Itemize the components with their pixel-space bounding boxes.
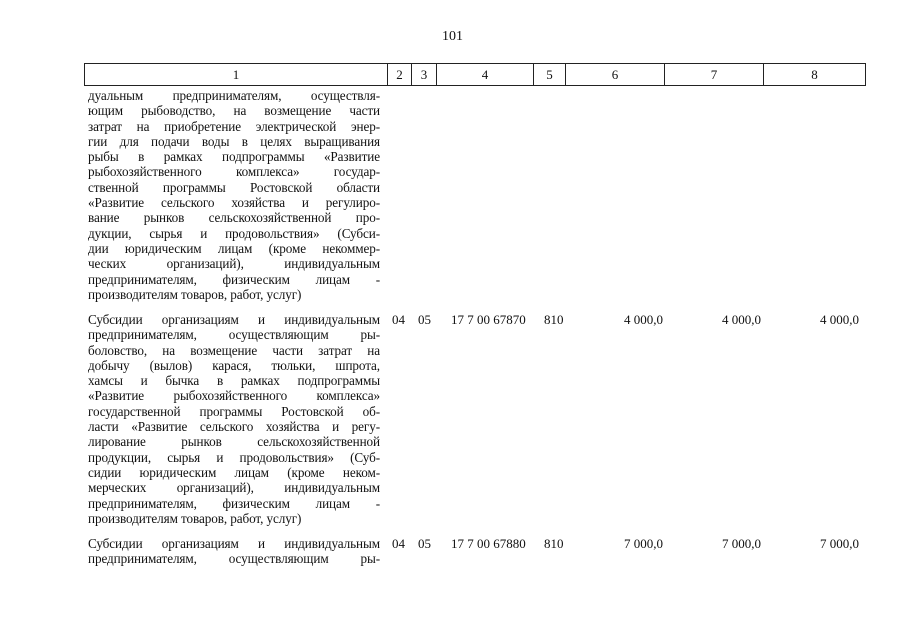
cell-col-5: 810 [544,536,564,551]
text-line: «Развитие сельского хозяйства и регулиро- [88,195,380,211]
text-line: сидии юридическим лицам (кроме неком- [88,464,380,480]
text-line: дии юридическим лицам (кроме некоммер- [88,240,380,256]
text-line: «Развитие рыбохозяйственного комплекса» [88,388,380,404]
text-line: производителям товаров, работ, услуг) [88,510,302,526]
cell-col-5: 810 [544,312,564,327]
text-line: мерческих организаций), индивидуальным [88,480,380,496]
text-line: предпринимателям, физическим лицам - [88,271,380,287]
text-line: государственной программы Ростовской об- [88,403,380,419]
header-col-6: 6 [566,64,665,85]
header-col-4: 4 [437,64,534,85]
header-col-2: 2 [388,64,412,85]
cell-col-3: 05 [418,312,431,327]
text-line: добычу (вылов) карася, тюльки, шпрота, [88,357,380,373]
cell-col-2: 04 [392,536,405,551]
text-line: рыбы в рамках подпрограммы «Развитие [88,149,380,165]
table-row-description [88,312,380,526]
text-line: ющим рыбоводство, на возмещение части [88,103,380,119]
text-line: вание рынков сельскохозяйственной про- [88,210,380,226]
cell-col-4: 17 7 00 67870 [451,312,526,327]
cell-col-8: 7 000,0 [820,536,859,551]
header-col-1: 1 [85,64,388,85]
text-line: ласти «Развитие сельского хозяйства и регу- [88,419,380,435]
text-line: дуальным предпринимателям, осуществля- [88,88,380,103]
text-line: продукции, сырья и продовольствия» (Суб- [88,449,380,465]
table-header-row [84,63,866,86]
text-line: предпринимателям, осуществляющим ры- [88,551,380,567]
cell-col-7: 7 000,0 [722,536,761,551]
text-line: хамсы и бычка в рамках подпрограммы [88,373,380,389]
cell-col-3: 05 [418,536,431,551]
page-number: 101 [442,29,463,44]
text-line: ственной программы Ростовской области [88,179,380,195]
text-line: лирование рынков сельскохозяйственной [88,434,380,450]
header-col-8: 8 [811,67,818,82]
text-line: гии для подачи воды в целях выращивания [88,133,380,149]
text-line: ческих организаций), индивидуальным [88,256,380,272]
table-row-description [88,536,380,567]
text-line: Субсидии организациям и индивидуальным [88,536,380,551]
text-line: рыбохозяйственного комплекса» государ- [88,164,380,180]
text-line: боловство, на возмещение части затрат на [88,342,380,358]
text-line: предпринимателям, физическим лицам - [88,495,380,511]
cell-col-6: 7 000,0 [624,536,663,551]
text-line: предпринимателям, осуществляющим ры- [88,327,380,343]
text-line: дукции, сырья и продовольствия» (Субси- [88,225,380,241]
text-line: затрат на приобретение электрической энер- [88,118,380,134]
cell-col-8: 4 000,0 [820,312,859,327]
cell-col-7: 4 000,0 [722,312,761,327]
header-col-5: 5 [534,64,566,85]
header-col-7: 7 [665,64,764,85]
table-row-description [88,88,380,302]
text-line: Субсидии организациям и индивидуальным [88,312,380,327]
cell-col-2: 04 [392,312,405,327]
header-col-3: 3 [412,64,437,85]
text-line: производителям товаров, работ, услуг) [88,286,302,302]
cell-col-4: 17 7 00 67880 [451,536,526,551]
cell-col-6: 4 000,0 [624,312,663,327]
